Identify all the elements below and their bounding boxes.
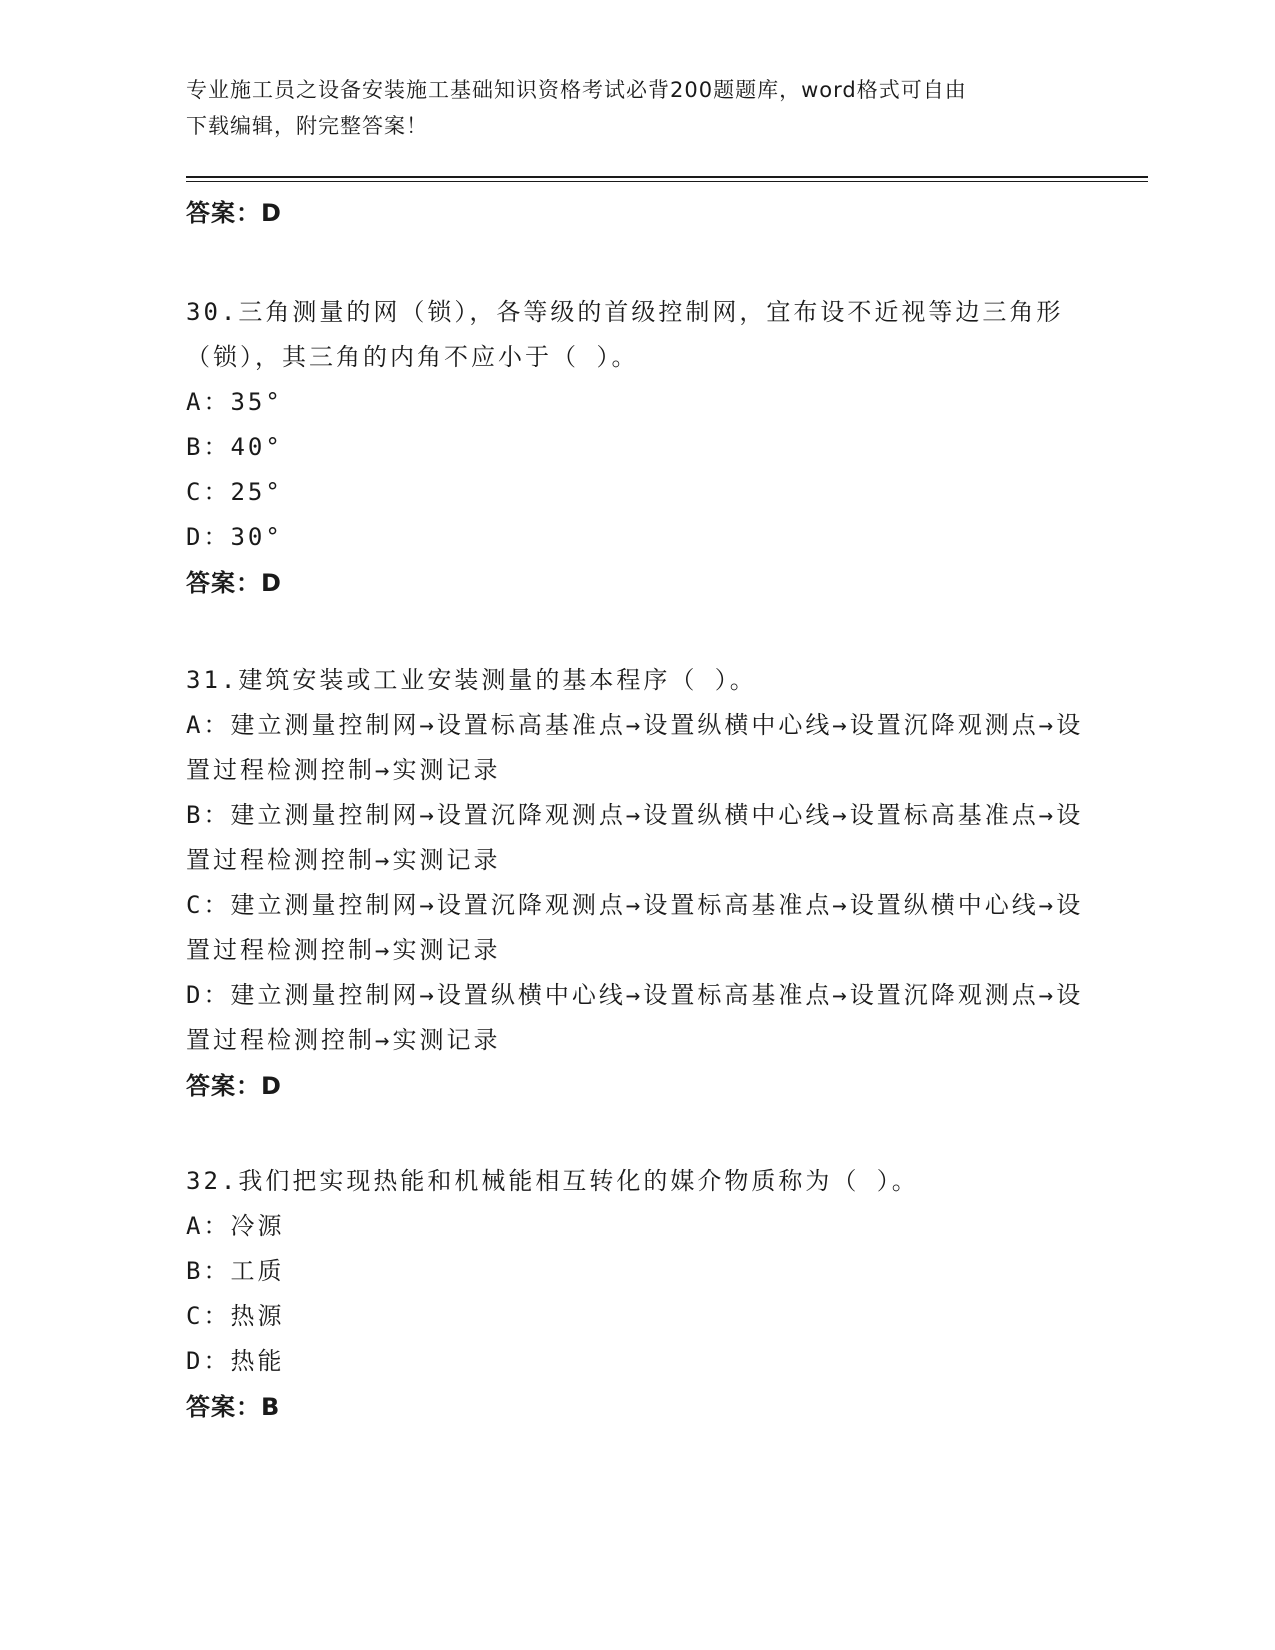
- answer-line: 答案：B: [186, 1393, 281, 1421]
- question-30: [186, 286, 1086, 606]
- option-a: A：建立测量控制网→设置标高基准点→设置纵横中心线→设置沉降观测点→设置过程检测控制→实测记录: [186, 711, 1084, 784]
- option-a: A：冷源: [186, 1212, 285, 1240]
- question-stem: 30.三角测量的网（锁），各等级的首级控制网，宜布设不近视等边三角形（锁），其三角的内角不应小于（ ）。: [186, 298, 1064, 371]
- option-b: B：40°: [186, 433, 283, 461]
- question-31: [186, 654, 1086, 1109]
- header-line-2: 下载编辑，附完整答案！: [186, 114, 428, 138]
- option-c: C：热源: [186, 1302, 285, 1330]
- header-divider-thick: [186, 176, 1148, 178]
- header-line-1: 专业施工员之设备安装施工基础知识资格考试必背200题题库，word格式可自由: [186, 78, 967, 102]
- question-list: [186, 190, 1086, 1430]
- option-d: D：热能: [186, 1347, 285, 1375]
- option-b: B：工质: [186, 1257, 285, 1285]
- question-32: [186, 1155, 1086, 1430]
- option-c: C：建立测量控制网→设置沉降观测点→设置标高基准点→设置纵横中心线→设置过程检测控制→实测记录: [186, 891, 1084, 964]
- option-d: D：建立测量控制网→设置纵横中心线→设置标高基准点→设置沉降观测点→设置过程检测控制→实测记录: [186, 981, 1084, 1054]
- option-c: C：25°: [186, 478, 283, 506]
- option-d: D：30°: [186, 523, 283, 551]
- option-b: B：建立测量控制网→设置沉降观测点→设置纵横中心线→设置标高基准点→设置过程检测控制→实测记录: [186, 801, 1084, 874]
- answer-line: 答案：D: [186, 1072, 282, 1100]
- option-a: A：35°: [186, 388, 283, 416]
- document-header: [186, 72, 1066, 144]
- previous-question-answer: 答案：D: [186, 199, 282, 227]
- question-stem: 31.建筑安装或工业安装测量的基本程序（ ）。: [186, 666, 757, 694]
- header-divider-thin: [186, 181, 1148, 182]
- answer-line: 答案：D: [186, 569, 282, 597]
- question-stem: 32.我们把实现热能和机械能相互转化的媒介物质称为（ ）。: [186, 1167, 919, 1195]
